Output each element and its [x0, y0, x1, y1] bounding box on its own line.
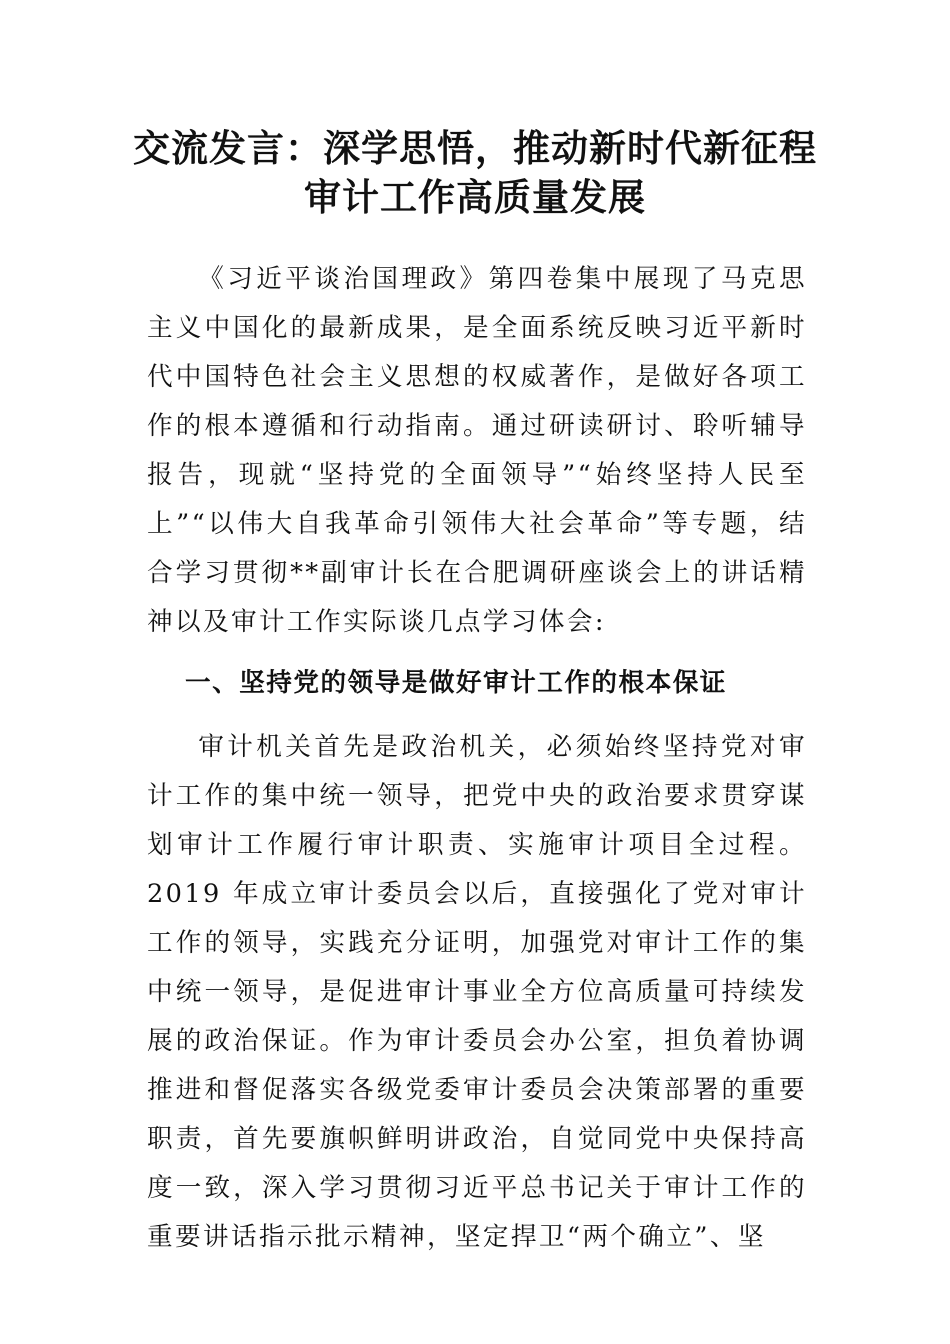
- document-title-line-1: 交流发言：深学思悟，推动新时代新征程: [133, 126, 817, 170]
- section-1-paragraph: 审计机关首先是政治机关，必须始终坚持党对审计工作的集中统一领导，把党中央的政治要求贯穿谋划审计工作履行审计职责、实施审计项目全过程。2019 年成立审计委员会以后，直接强化了党对审计工作的领导，实践充分证明，加强党对审计工作的集中统一领导，是促进审计事业全方位高质量可持续发展的政治保证。作为审计委员会办公室，担负着协调推进和督促落实各级党委审计委员会决策部署的重要职责，首先要旗帜鲜明讲政治，自觉同党中央保持高度一致，深入学习贯彻习近平总书记关于审计工作的重要讲话指示批示精神，坚定捍卫“两个确立”、坚: [147, 732, 807, 1252]
- intro-paragraph: 《习近平谈治国理政》第四卷集中展现了马克思主义中国化的最新成果，是全面系统反映习近平新时代中国特色社会主义思想的权威著作，是做好各项工作的根本遵循和行动指南。通过研读研讨、聆听辅导报告，现就“坚持党的全面领导”“始终坚持人民至上”“以伟大自我革命引领伟大社会革命”等专题，结合学习贯彻**副审计长在合肥调研座谈会上的讲话精神以及审计工作实际谈几点学习体会:: [147, 264, 807, 637]
- document-title-line-2: 审计工作高质量发展: [304, 175, 646, 219]
- section-heading-1: 一、坚持党的领导是做好审计工作的根本保证: [185, 668, 727, 698]
